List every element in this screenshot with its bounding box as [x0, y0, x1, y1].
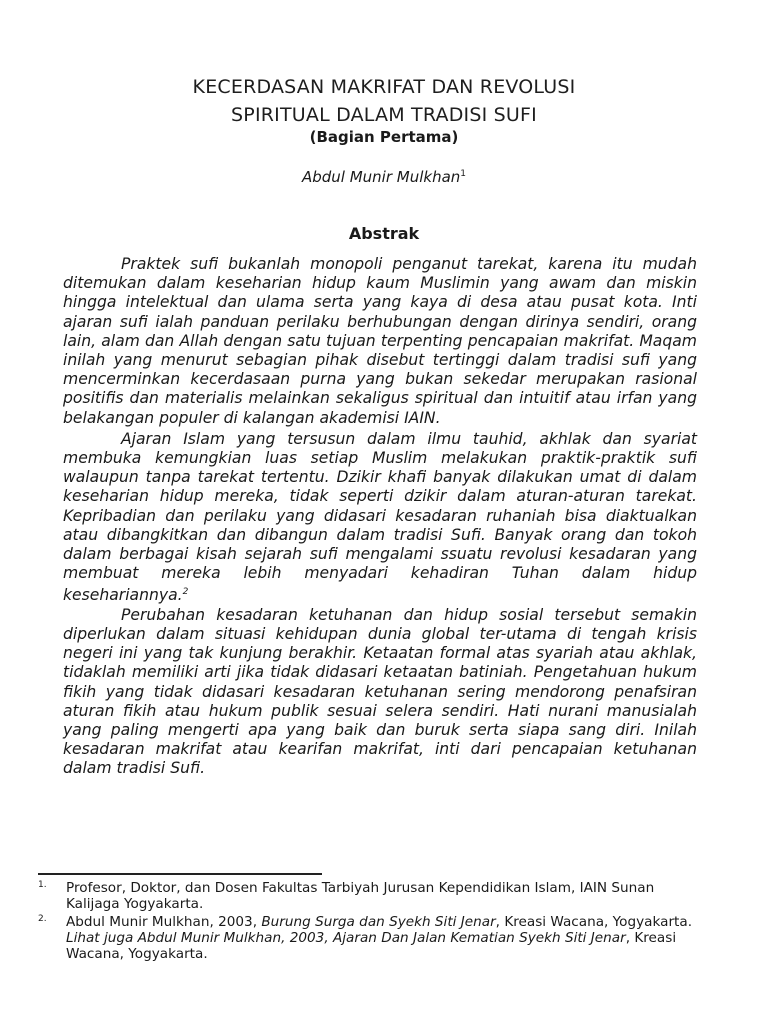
subtitle: (Bagian Pertama) [309, 128, 459, 146]
footnote-2-part-2: , Kreasi Wacana, Yogyakarta. [495, 914, 693, 930]
footnote-2-book-1: Burung Surga dan Syekh Siti Jenar [261, 914, 496, 930]
abstract-body [63, 255, 697, 779]
footnote-separator [38, 873, 322, 875]
footnote-2-part-3: Lihat juga Abdul Munir Mulkhan, 2003, [66, 930, 333, 946]
footnotes [38, 880, 702, 964]
title-line-1: KECERDASAN MAKRIFAT DAN REVOLUSI [192, 76, 576, 98]
author-line [0, 168, 768, 186]
author-name: Abdul Munir Mulkhan [301, 168, 461, 186]
abstract-paragraph-1: Praktek sufi bukanlah monopoli penganut tarekat, karena itu mudah ditemukan dalam keseharian hidup kaum Muslimin yang awam dan miskin hingga intelektual dan ulama serta yang kaya di desa atau pusat kota. Inti ajaran sufi ialah panduan perilaku berhubungan dengan dirinya sendiri, orang lain, alam dan Allah dengan satu tujuan terpenting pencapaian makrifat. Maqam inilah yang menurut sebagian pihak disebut tertinggi dalam tradisi sufi yang mencerminkan kecerdasaan purna yang bukan sekedar merupakan rasional positifis dan materialis melainkan sekaligus spiritual dan intuitif atau irfan yang belakangan populer di kalangan akademisi IAIN. [63, 255, 697, 427]
abstract-paragraph-2-text: Ajaran Islam yang tersusun dalam ilmu tauhid, akhlak dan syariat membuka kemungkian luas setiap Muslim melakukan praktik-praktik sufi walaupun tanpa tarekat tertentu. Dzikir khafi banyak dilakukan umat di dalam keseharian hidup mereka, tidak seperti dzikir dalam aturan-aturan tarekat. Kepribadian dan perilaku yang didasari kesadaran ruhaniah bisa diaktualkan atau dibangkitkan dan dibangun dalam tradisi Sufi. Banyak orang dan tokoh dalam berbagai kisah sejarah sufi mengalami ssuatu revolusi kesadaran yang membuat mereka lebih menyadari kehadiran Tuhan dalam hidup kesehariannya. [63, 429, 697, 605]
abstract-heading: Abstrak [348, 224, 420, 243]
footnote-2-book-2: Ajaran Dan Jalan Kematian Syekh Siti Jenar [332, 930, 626, 946]
footnote-2-part-4: , Kreasi Wacana, Yogyakarta. [66, 930, 677, 962]
footnote-1-text: Profesor, Doktor, dan Dosen Fakultas Tarbiyah Jurusan Kependidikan Islam, IAIN Sunan Kalijaga Yogyakarta. [66, 880, 655, 912]
footnote-1 [38, 880, 702, 912]
abstract-paragraph-2 [63, 430, 697, 606]
author-footnote-mark: 1 [460, 169, 467, 179]
footnote-2-mark: 2. [38, 914, 47, 924]
footnote-1-mark: 1. [38, 880, 47, 890]
title-line-2: SPIRITUAL DALAM TRADISI SUFI [231, 104, 537, 126]
footnote-ref-2: 2 [182, 587, 189, 598]
abstract-paragraph-3: Perubahan kesadaran ketuhanan dan hidup sosial tersebut semakin diperlukan dalam situasi kehidupan dunia global ter-utama di tengah krisis negeri ini yang tak kunjung berakhir. Ketaatan formal atas syariah atau akhlak, tidaklah memiliki arti jika tidak didasari ketaatan batiniah. Pengetahuan hukum fikih yang tidak didasari kesadaran ketuhanan sering mendorong penafsiran aturan fikih atau hukum publik sesuai selera sendiri. Hati nurani manusialah yang paling mengerti apa yang baik dan buruk serta siapa sang diri. Inilah kesadaran makrifat atau kearifan makrifat, inti dari pencapaian ketuhanan dalam tradisi Sufi. [63, 605, 697, 778]
footnote-2-part-1: Abdul Munir Mulkhan, 2003, [66, 914, 262, 930]
footnote-2 [38, 914, 702, 962]
